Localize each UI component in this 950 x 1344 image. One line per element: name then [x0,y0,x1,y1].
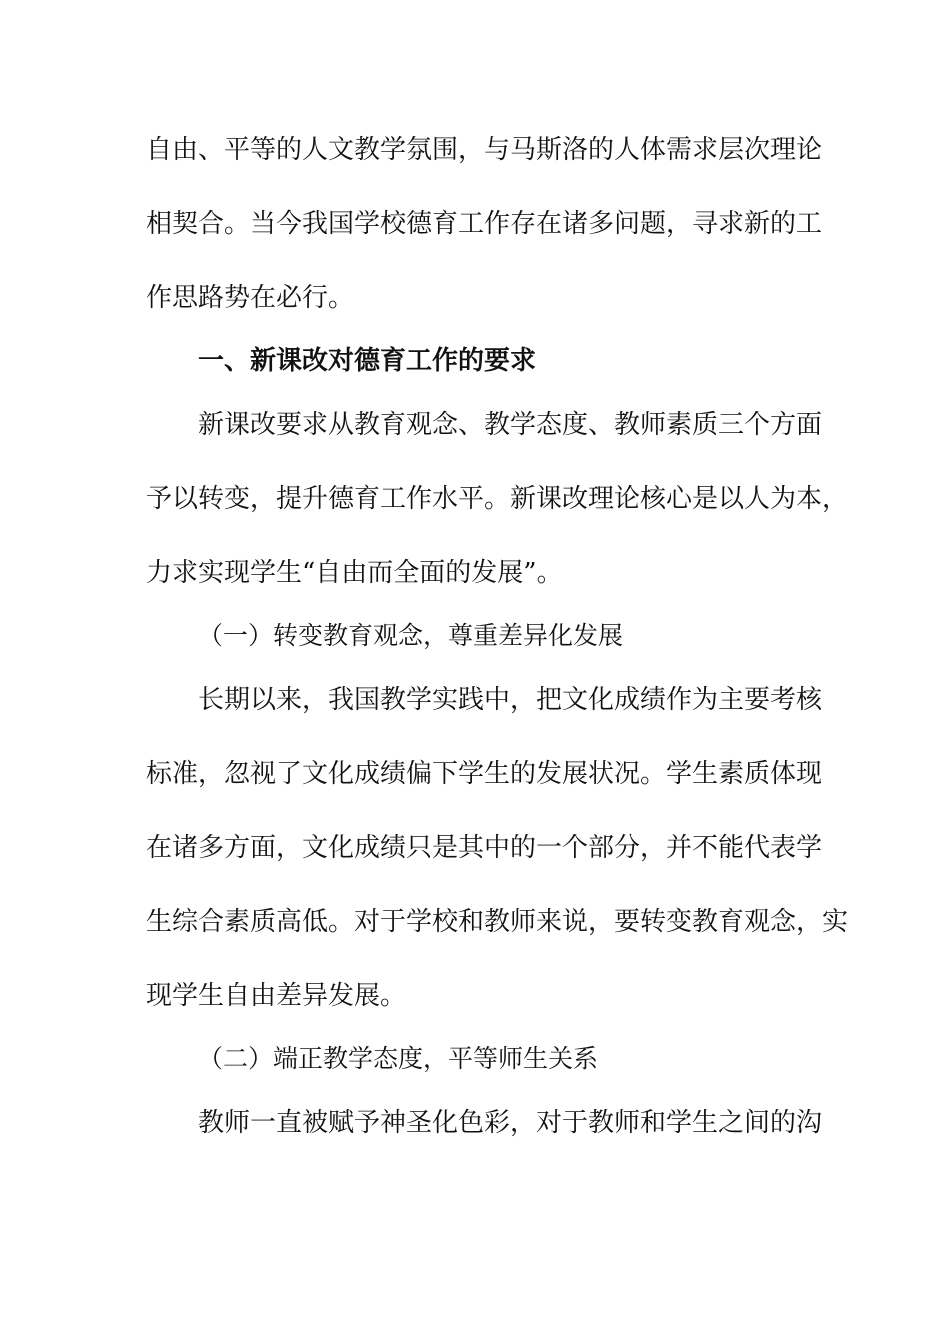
section-heading: 一、新课改对德育工作的要求 [198,346,537,376]
paragraph-line: 现学生自由差异发展。 [146,981,407,1011]
paragraph-line: 长期以来，我国教学实践中，把文化成绩作为主要考核 [198,685,823,715]
paragraph-line: 教师一直被赋予神圣化色彩，对于教师和学生之间的沟 [198,1108,823,1138]
paragraph-line: 力求实现学生“自由而全面的发展”。 [146,558,563,588]
paragraph-line: 标准，忽视了文化成绩偏下学生的发展状况。学生素质体现 [146,759,823,789]
paragraph-line: 作思路势在必行。 [146,283,355,313]
paragraph-line: 在诸多方面，文化成绩只是其中的一个部分，并不能代表学 [146,833,823,863]
subsection-heading: （一）转变教育观念，尊重差异化发展 [198,621,624,650]
paragraph-line: 相契合。当今我国学校德育工作存在诸多问题，寻求新的工 [146,209,823,239]
paragraph-line: 生综合素质高低。对于学校和教师来说，要转变教育观念，实 [146,907,849,937]
subsection-heading: （二）端正教学态度，平等师生关系 [198,1044,599,1073]
paragraph-line: 予以转变，提升德育工作水平。新课改理论核心是以人为本， [146,484,849,514]
paragraph-line: 新课改要求从教育观念、教学态度、教师素质三个方面 [198,410,823,440]
paragraph-line: 自由、平等的人文教学氛围，与马斯洛的人体需求层次理论 [146,135,823,165]
